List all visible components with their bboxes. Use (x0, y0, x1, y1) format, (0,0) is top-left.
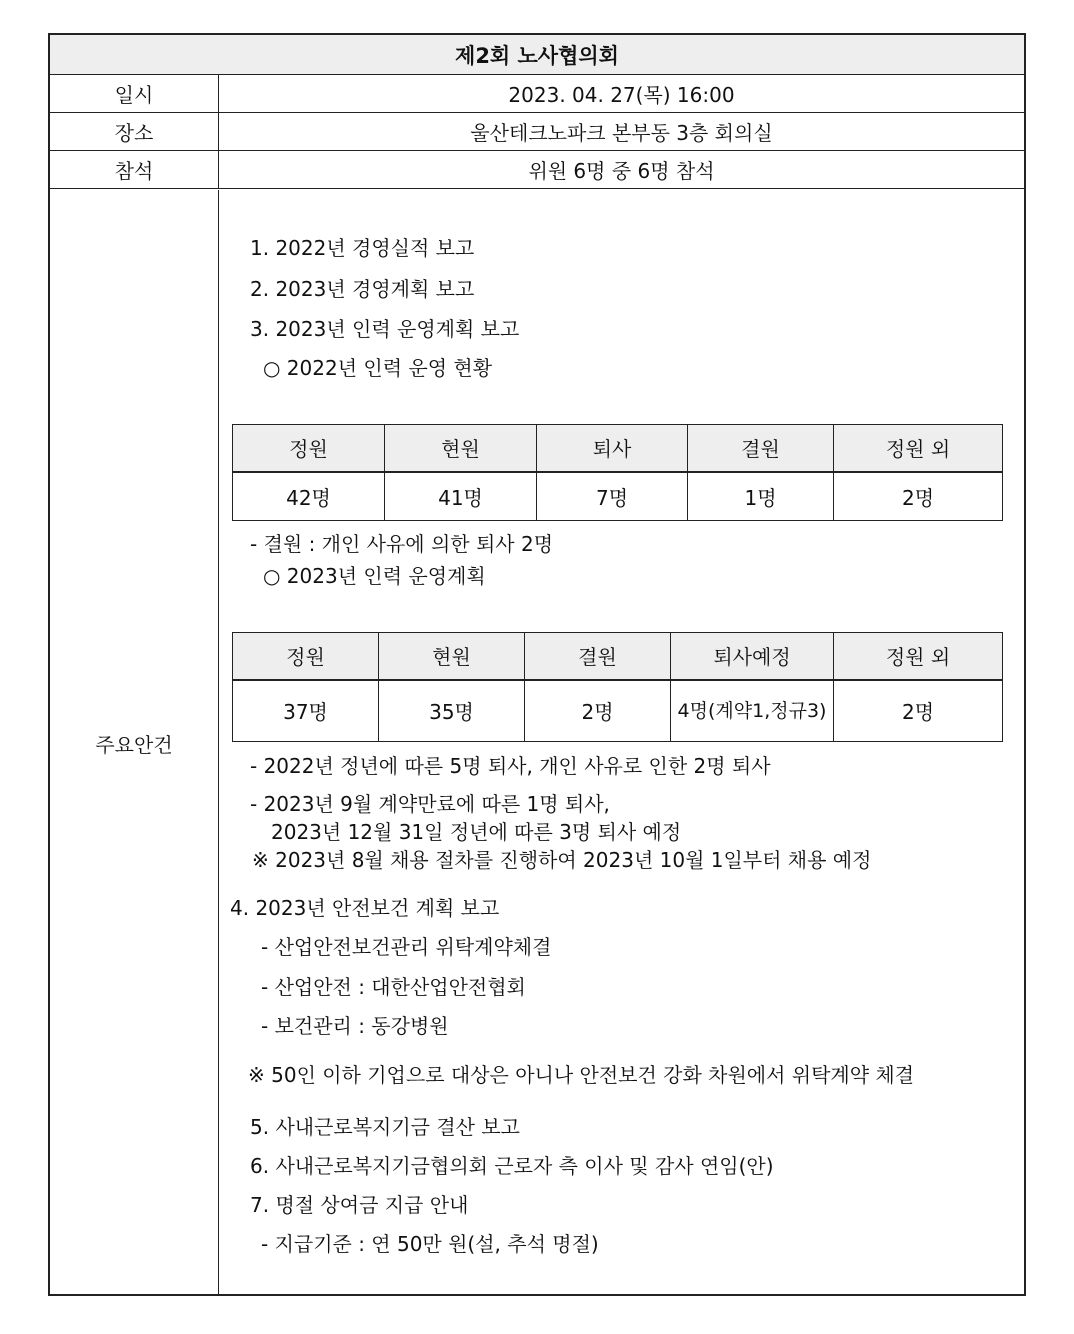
agenda-sub-3a: ○ 2022년 인력 운영 현황 (263, 356, 493, 380)
agenda-label: 주요안건 (50, 190, 219, 1296)
attendance-label: 참석 (50, 151, 219, 188)
agenda-note-3b3: ※ 2023년 8월 채용 절차를 진행하여 2023년 10월 1일부터 채용 예정 (252, 848, 872, 872)
table-header-cell: 결원 (525, 633, 671, 680)
staffing-table-2022 (232, 424, 1003, 521)
place-row (50, 113, 1024, 151)
agenda-item-4: 4. 2023년 안전보건 계획 보고 (230, 896, 500, 920)
table-header-cell: 퇴사 (537, 425, 688, 472)
table-header-row (233, 633, 1003, 680)
table-header-cell: 현원 (379, 633, 525, 680)
date-row (50, 75, 1024, 113)
table-header-cell: 정원 외 (834, 425, 1003, 472)
attendance-value: 위원 6명 중 6명 참석 (528, 159, 715, 183)
agenda-sub-7a: - 지급기준 : 연 50만 원(설, 추석 명절) (261, 1232, 599, 1256)
staffing-table-2023 (232, 632, 1003, 742)
agenda-item-1: 1. 2022년 경영실적 보고 (250, 236, 475, 260)
agenda-note-3a: - 결원 : 개인 사유에 의한 퇴사 2명 (250, 532, 554, 556)
table-header-cell: 퇴사예정 (671, 633, 834, 680)
agenda-sub-3b: ○ 2023년 인력 운영계획 (263, 564, 486, 588)
table-header-row (233, 425, 1003, 472)
document-title: 제2회 노사협의회 (50, 35, 1024, 75)
table-header-cell: 정원 (233, 633, 379, 680)
agenda-note-3b1: - 2022년 정년에 따른 5명 퇴사, 개인 사유로 인한 2명 퇴사 (250, 754, 771, 778)
agenda-sub-4a: - 산업안전보건관리 위탁계약체결 (261, 935, 552, 959)
table-cell: 1명 (688, 472, 834, 521)
table-cell: 4명(계약1,정규3) (671, 680, 834, 742)
table-header-cell: 정원 (233, 425, 385, 472)
table-row (233, 680, 1003, 742)
table-cell: 2명 (525, 680, 671, 742)
table-cell: 37명 (233, 680, 379, 742)
agenda-item-3: 3. 2023년 인력 운영계획 보고 (250, 317, 520, 341)
agenda-sub-4c: - 보건관리 : 동강병원 (261, 1014, 449, 1038)
meeting-document (48, 33, 1026, 1296)
table-header-cell: 결원 (688, 425, 834, 472)
date-value: 2023. 04. 27(목) 16:00 (508, 83, 735, 107)
agenda-item-5: 5. 사내근로복지기금 결산 보고 (250, 1115, 520, 1139)
place-label: 장소 (50, 113, 219, 150)
agenda-note-4: ※ 50인 이하 기업으로 대상은 아니나 안전보건 강화 차원에서 위탁계약 체결 (248, 1063, 915, 1087)
table-cell: 35명 (379, 680, 525, 742)
agenda-note-3b2-line2: 2023년 12월 31일 정년에 따른 3명 퇴사 예정 (271, 820, 682, 844)
table-row (233, 472, 1003, 521)
table-header-cell: 정원 외 (834, 633, 1003, 680)
table-cell: 2명 (834, 680, 1003, 742)
agenda-item-7: 7. 명절 상여금 지급 안내 (250, 1193, 469, 1217)
agenda-item-2: 2. 2023년 경영계획 보고 (250, 277, 475, 301)
attendance-row (50, 151, 1024, 189)
agenda-sub-4b: - 산업안전 : 대한산업안전협회 (261, 975, 526, 999)
agenda-content (219, 190, 1026, 1296)
table-cell: 7명 (537, 472, 688, 521)
date-label: 일시 (50, 75, 219, 112)
agenda-note-3b2-line1: - 2023년 9월 계약만료에 따른 1명 퇴사, (250, 792, 610, 816)
agenda-item-6: 6. 사내근로복지기금협의회 근로자 측 이사 및 감사 연임(안) (250, 1154, 774, 1178)
table-cell: 2명 (834, 472, 1003, 521)
table-cell: 41명 (385, 472, 537, 521)
table-cell: 42명 (233, 472, 385, 521)
place-value: 울산테크노파크 본부동 3층 회의실 (470, 121, 773, 145)
table-header-cell: 현원 (385, 425, 537, 472)
